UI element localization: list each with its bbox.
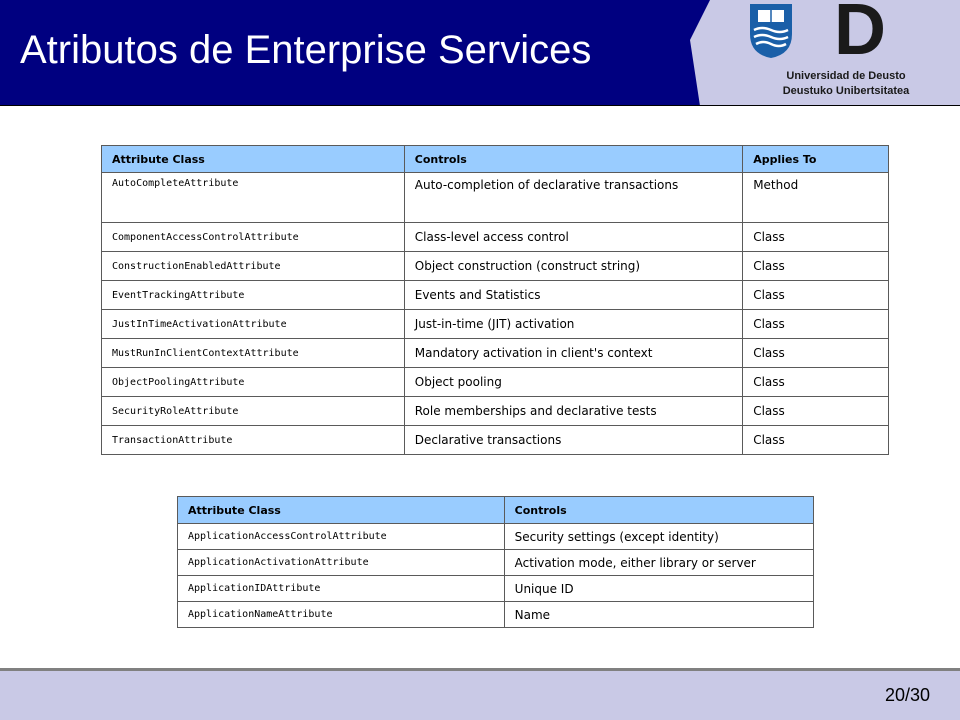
shield-icon (748, 2, 794, 60)
header-applies-to: Applies To (743, 146, 889, 173)
slide-title: Atributos de Enterprise Services (20, 28, 592, 72)
attribute-class-cell: ApplicationNameAttribute (178, 602, 505, 628)
table-row (178, 576, 814, 602)
header-attribute-class: Attribute Class (102, 146, 405, 173)
logo-letter: D (834, 0, 886, 70)
controls-cell: Class-level access control (404, 223, 742, 252)
attribute-class-cell: SecurityRoleAttribute (102, 397, 405, 426)
applies-to-cell: Class (743, 397, 889, 426)
table-row (102, 252, 889, 281)
attribute-class-cell: ApplicationActivationAttribute (178, 550, 505, 576)
table-row (102, 339, 889, 368)
controls-cell: Declarative transactions (404, 426, 742, 455)
controls-cell: Name (504, 602, 813, 628)
applies-to-cell: Class (743, 368, 889, 397)
logo-text-line1: Universidad de Deusto (786, 70, 906, 82)
header-attribute-class: Attribute Class (178, 497, 505, 524)
attribute-class-cell: ObjectPoolingAttribute (102, 368, 405, 397)
logo-text-line2: Deustuko Unibertsitatea (782, 85, 910, 97)
table-row (178, 550, 814, 576)
table-header-row (102, 146, 889, 173)
header-controls: Controls (504, 497, 813, 524)
table-row (102, 223, 889, 252)
table-row (102, 368, 889, 397)
attribute-class-cell: TransactionAttribute (102, 426, 405, 455)
controls-cell: Auto-completion of declarative transactions (404, 173, 742, 223)
university-logo (748, 2, 948, 102)
slide-header (0, 0, 960, 106)
slide-footer (0, 671, 960, 720)
attribute-class-cell: ConstructionEnabledAttribute (102, 252, 405, 281)
table-row (102, 310, 889, 339)
controls-cell: Role memberships and declarative tests (404, 397, 742, 426)
applies-to-cell: Class (743, 252, 889, 281)
applies-to-cell: Class (743, 281, 889, 310)
applies-to-cell: Class (743, 339, 889, 368)
attribute-class-cell: AutoCompleteAttribute (102, 173, 405, 223)
application-attributes-table (177, 496, 814, 628)
controls-cell: Object construction (construct string) (404, 252, 742, 281)
applies-to-cell: Class (743, 310, 889, 339)
header-controls: Controls (404, 146, 742, 173)
attributes-table (101, 145, 889, 455)
applies-to-cell: Class (743, 223, 889, 252)
table-row (102, 281, 889, 310)
table-header-row (178, 497, 814, 524)
attribute-class-cell: ApplicationAccessControlAttribute (178, 524, 505, 550)
attribute-class-cell: ApplicationIDAttribute (178, 576, 505, 602)
table-row (102, 173, 889, 223)
attribute-class-cell: MustRunInClientContextAttribute (102, 339, 405, 368)
attribute-class-cell: EventTrackingAttribute (102, 281, 405, 310)
controls-cell: Unique ID (504, 576, 813, 602)
applies-to-cell: Method (743, 173, 889, 223)
table-row (178, 524, 814, 550)
controls-cell: Object pooling (404, 368, 742, 397)
controls-cell: Just-in-time (JIT) activation (404, 310, 742, 339)
attribute-class-cell: JustInTimeActivationAttribute (102, 310, 405, 339)
table-row (178, 602, 814, 628)
page-number: 20/30 (884, 685, 930, 705)
controls-cell: Mandatory activation in client's context (404, 339, 742, 368)
applies-to-cell: Class (743, 426, 889, 455)
table-row (102, 397, 889, 426)
controls-cell: Security settings (except identity) (504, 524, 813, 550)
attribute-class-cell: ComponentAccessControlAttribute (102, 223, 405, 252)
controls-cell: Events and Statistics (404, 281, 742, 310)
table-row (102, 426, 889, 455)
controls-cell: Activation mode, either library or server (504, 550, 813, 576)
